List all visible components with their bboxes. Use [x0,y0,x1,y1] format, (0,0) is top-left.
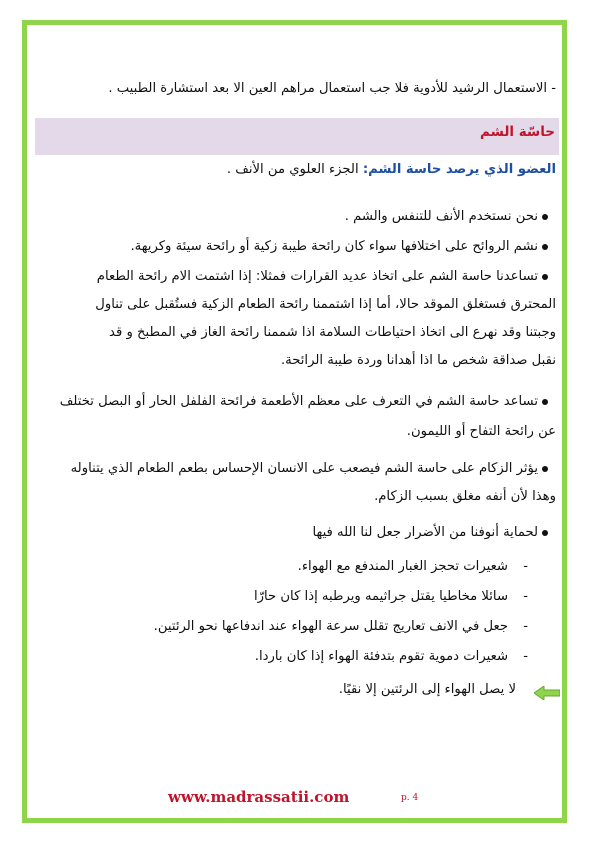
list-item [38,208,538,226]
bullet-icon [542,214,548,220]
list-item [38,460,538,478]
organ-line [38,161,556,179]
organ-value: الجزء العلوي من الأنف . [226,162,359,177]
sub-item [38,558,528,576]
list-item-text: نشم الروائح على اختلافها سواء كان رائحة طيبة زكية أو رائحة سيئة وكريهة. [130,239,538,254]
list-item [38,238,538,256]
dash-marker: - [523,619,528,634]
sub-item-text: سائلا مخاطيا يقتل جراثيمه ويرطبه إذا كان حارّا [253,589,508,604]
intro-line: - الاستعمال الرشيد للأدوية فلا جب استعمال مراهم العين الا بعد استشارة الطبيب . [108,81,556,96]
sub-item [38,648,528,666]
bullet-icon [542,399,548,405]
list-item-text: تساعدنا حاسة الشم على اتخاذ عديد القرارات فمثلا: إذا اشتمت الام رائحة الطعام [96,269,538,284]
list-item-continuation: المحترق فستغلق الموقد حالا، أما إذا اشتممنا رائحة الطعام الزكية فستُقبل على تناول [95,297,556,312]
sub-item-text: جعل في الانف تعاريج تقلل سرعة الهواء عند اندفاعها نحو الرئتين. [153,619,508,634]
sub-item-text: شعيرات دموية تقوم بتدفئة الهواء إذا كان باردا. [254,649,508,664]
list-item-text: لحماية أنوفنا من الأضرار جعل لنا الله فيها [312,525,538,540]
section-title: حاسّة الشم [480,124,555,140]
bullet-icon [542,466,548,472]
sub-item [38,618,528,636]
section-heading-band [35,118,559,155]
footer-url[interactable]: www.madrassatii.com [168,788,350,806]
dash-marker: - [523,649,528,664]
list-item [38,524,538,542]
arrow-right-icon [534,686,560,700]
list-item-text: تساعد حاسة الشم في التعرف على معظم الأطعمة فرائحة الفلفل الحار أو البصل تختلف [59,394,538,409]
list-item-text: نحن نستخدم الأنف للتنفس والشم . [344,209,538,224]
bullet-icon [542,274,548,280]
list-item-continuation: وجبتنا وقد نهرع الى اتخاذ احتياطات السلامة اذا شممنا رائحة الغاز في المطبخ و قد [109,325,556,340]
bullet-icon [542,530,548,536]
list-item-continuation: وهذا لأن أنفه مغلق بسبب الزكام. [374,489,556,504]
organ-label: العضو الذي يرصد حاسة الشم: [362,162,556,177]
page-number: p. 4 [401,793,419,803]
list-item [38,393,538,411]
list-item-continuation: نقبل صداقة شخص ما اذا أهدانا وردة طيبة الرائحة. [280,353,556,368]
bullet-icon [542,244,548,250]
list-item-continuation: عن رائحة التفاح أو الليمون. [406,424,556,439]
dash-marker: - [523,559,528,574]
list-item [38,268,538,286]
sub-item-text: شعيرات تحجز الغبار المندفع مع الهواء. [297,559,508,574]
conclusion-text: لا يصل الهواء إلى الرئتين إلا نقيًا. [338,682,516,697]
sub-item [38,588,528,606]
dash-marker: - [523,589,528,604]
list-item-text: يؤثر الزكام على حاسة الشم فيصعب على الانسان الإحساس بطعم الطعام الذي يتناوله [70,461,538,476]
